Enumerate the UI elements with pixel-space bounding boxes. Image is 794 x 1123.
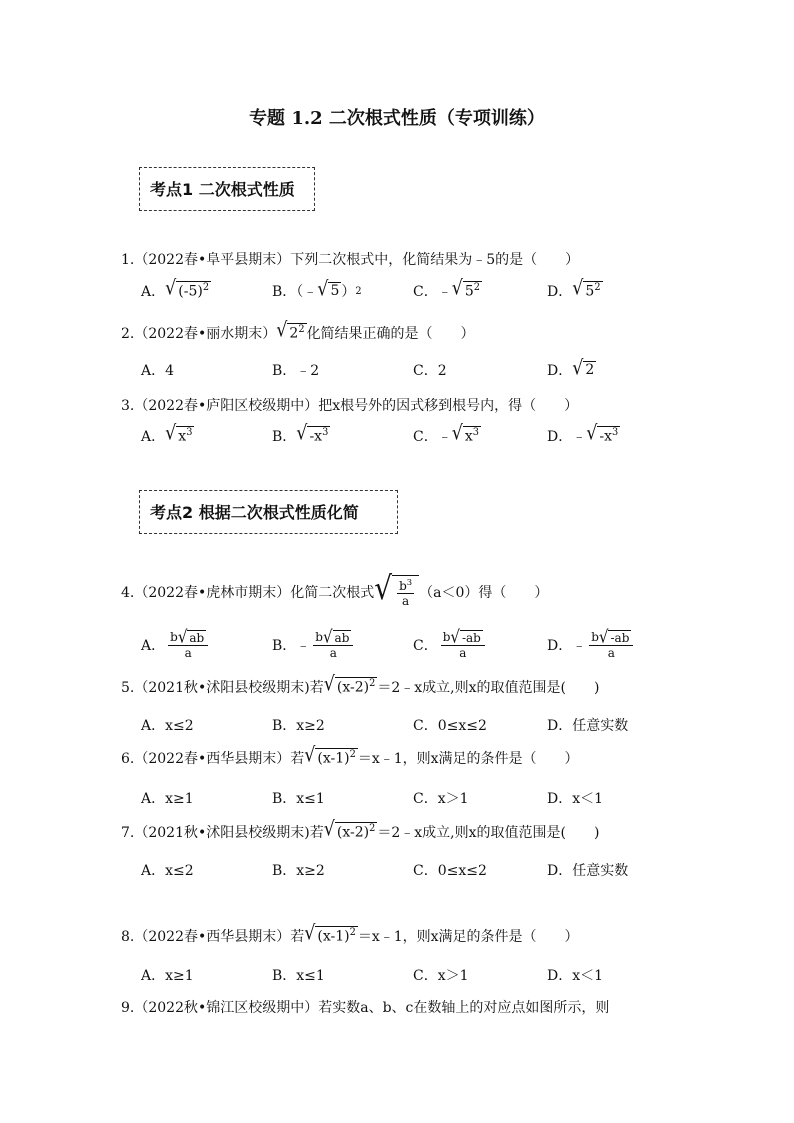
question-4-options	[0, 626, 794, 670]
radicand: -x	[309, 429, 323, 446]
option-a: A．x≥1	[141, 791, 194, 807]
question-text: ＝x﹣1，则x满足的条件是（ ）	[357, 929, 579, 945]
section-header-2: 考点2 根据二次根式性质化简	[139, 490, 398, 534]
radicand: x	[178, 429, 187, 446]
question-3-options	[0, 422, 794, 456]
radicand: (x-1)	[317, 751, 350, 768]
option-c: C．2	[413, 363, 447, 379]
radicand: (x-2)	[336, 825, 370, 842]
radical: √ $-x^3$	[296, 422, 329, 446]
question-source: 6.（2022春•西华县期末）若	[121, 751, 305, 767]
option-label: B．﹣	[272, 638, 311, 655]
exponent: 2	[355, 285, 362, 297]
option-b	[272, 626, 356, 661]
question-text: （a＜0）得（ ）	[419, 584, 549, 601]
question-source: 2.（2022春•丽水期末）	[121, 326, 277, 342]
option-label: D．﹣	[547, 429, 587, 445]
question-text: ＝x﹣1，则x满足的条件是（ ）	[357, 751, 579, 767]
radicand: (x-2)	[336, 680, 370, 697]
option-c	[413, 277, 482, 301]
exponent: 3	[186, 427, 193, 439]
fraction: b √ ab a	[168, 630, 208, 661]
exponent: 2	[349, 749, 356, 761]
option-b: B．﹣2	[272, 363, 320, 379]
question-1-stem: 1.（2022春•阜平县期末）下列二次根式中，化简结果为﹣5的是（ ）	[121, 252, 580, 268]
radical: √ $(x-1)^2$	[304, 744, 356, 768]
radical: √ $(x-1)^2$	[304, 922, 356, 946]
radical: √ $(x-2)^2$	[323, 818, 376, 842]
question-4-stem	[121, 569, 549, 609]
option-d	[547, 422, 620, 446]
option-c: C．0≤x≤2	[413, 863, 487, 879]
question-9-stem: 9.（2022秋•锦江区校级期中）若实数a、b、c在数轴上的对应点如图所示，则	[121, 1000, 610, 1016]
radical: √ $2^2$	[276, 319, 305, 343]
option-a: A．x≤2	[141, 863, 194, 879]
radicand: (-5)	[178, 284, 203, 301]
radicand: ab	[334, 631, 350, 645]
question-source: 5.（2021秋•沭阳县校级期末)若	[121, 680, 324, 696]
page-title: 专题 1.2 二次根式性质（专项训练）	[249, 108, 545, 129]
radicand: (x-1)	[317, 929, 350, 946]
radical: √ $(x-2)^2$	[323, 673, 376, 697]
numerator-coef: b	[442, 630, 451, 645]
exponent: 2	[369, 823, 376, 835]
exponent: 2	[202, 282, 210, 294]
radical: √ 5	[317, 278, 340, 302]
fraction	[397, 577, 414, 609]
option-b: B．x≤1	[272, 968, 325, 984]
fraction: b √ -ab a	[441, 630, 485, 661]
question-7-stem	[121, 818, 600, 842]
option-b	[272, 422, 330, 446]
denominator: a	[607, 646, 615, 661]
question-text: ＝2﹣x成立,则x的取值范围是( )	[377, 680, 600, 696]
option-label: A．	[141, 638, 166, 655]
radicand: ab	[189, 631, 205, 645]
exponent: 3	[322, 427, 329, 439]
section-header-1: 考点1 二次根式性质	[139, 167, 315, 211]
option-label: D．﹣	[547, 638, 587, 655]
radical: √ $5^2$	[451, 277, 481, 301]
option-a	[141, 422, 194, 446]
option-label: C．	[413, 638, 438, 655]
option-label: A．	[141, 429, 166, 445]
exponent: 2	[473, 282, 481, 294]
option-a: A．x≤2	[141, 718, 194, 734]
numerator: b	[399, 579, 407, 593]
option-b: B．x≥2	[272, 718, 325, 734]
numerator-coef: b	[591, 630, 599, 645]
radical: √ $\frac{b^3}{a}$	[374, 575, 419, 609]
option-d	[547, 626, 636, 661]
denominator: a	[459, 646, 467, 661]
radical: √ $5^2$	[572, 277, 601, 301]
option-c: C．0≤x≤2	[413, 718, 487, 734]
question-1-options	[0, 277, 794, 311]
question-2-options	[0, 357, 794, 390]
radical: √ $x^3$	[165, 422, 193, 446]
radicand: -ab	[610, 631, 630, 645]
question-5-stem	[121, 673, 600, 697]
option-d: D．任意实数	[547, 718, 629, 734]
exponent: 3	[406, 577, 413, 587]
question-6-stem	[121, 744, 579, 768]
option-label: C．﹣	[413, 429, 452, 445]
option-label: C．﹣	[413, 284, 452, 300]
option-label: D．	[547, 284, 573, 300]
question-source: 8.（2022春•西华县期末）若	[121, 929, 305, 945]
fraction: b √ -ab a	[589, 630, 633, 661]
question-source: 4.（2022春•虎林市期末）化简二次根式	[121, 584, 375, 601]
option-label: B．（﹣	[272, 284, 318, 300]
exponent: 2	[369, 678, 376, 690]
option-d	[547, 277, 603, 301]
question-2-stem	[121, 319, 475, 343]
question-3-stem: 3.（2022春•庐阳区校级期中）把x根号外的因式移到根号内，得（ ）	[121, 398, 579, 414]
question-5-options	[0, 715, 794, 745]
option-a	[141, 277, 211, 301]
exponent: 2	[594, 282, 601, 294]
option-c	[413, 422, 481, 446]
denominator: a	[402, 594, 410, 609]
fraction: b √ ab a	[313, 630, 353, 661]
radical: √ $(-5)^2$	[165, 277, 210, 301]
option-a: A．x≥1	[141, 968, 194, 984]
paren-close: ）	[341, 284, 356, 300]
option-b: B．x≤1	[272, 791, 325, 807]
denominator: a	[329, 646, 337, 661]
option-c: C．x＞1	[413, 791, 469, 807]
denominator: a	[184, 646, 192, 661]
radicand: 5	[330, 283, 340, 300]
numerator-coef: b	[170, 630, 178, 645]
radicand: 5	[464, 284, 474, 301]
option-b	[272, 278, 362, 302]
option-c	[413, 626, 488, 661]
question-8-options	[0, 965, 794, 995]
option-a: A．4	[141, 363, 175, 379]
option-d: D．x＜1	[547, 968, 604, 984]
radicand: -x	[599, 429, 613, 446]
radicand: 2	[289, 326, 299, 343]
radical: √ $x^3$	[451, 422, 480, 446]
option-c: C．x＞1	[413, 968, 469, 984]
option-d	[547, 357, 596, 381]
option-b: B．x≥2	[272, 863, 325, 879]
exponent: 3	[472, 427, 480, 439]
question-source: 7.（2021秋•沭阳县校级期末)若	[121, 825, 324, 841]
exponent: 2	[349, 927, 356, 939]
question-6-options	[0, 788, 794, 818]
exponent: 3	[612, 427, 619, 439]
radicand: x	[464, 429, 473, 446]
question-7-options	[0, 860, 794, 890]
question-text: 化简结果正确的是（ ）	[306, 326, 475, 342]
option-label: D．	[547, 363, 573, 379]
radical: √ 2	[572, 357, 595, 381]
question-text: ＝2﹣x成立,则x的取值范围是( )	[377, 825, 600, 841]
option-d: D．x＜1	[547, 791, 604, 807]
radicand: -ab	[461, 631, 481, 645]
radicand: 2	[585, 362, 595, 379]
option-d: D．任意实数	[547, 863, 629, 879]
numerator-coef: b	[315, 630, 323, 645]
radical: √ $-x^3$	[586, 422, 619, 446]
option-label: A．	[141, 284, 166, 300]
radicand: 5	[585, 284, 595, 301]
option-a	[141, 626, 211, 661]
option-label: B．	[272, 429, 297, 445]
question-8-stem	[121, 922, 579, 946]
exponent: 2	[298, 324, 305, 336]
